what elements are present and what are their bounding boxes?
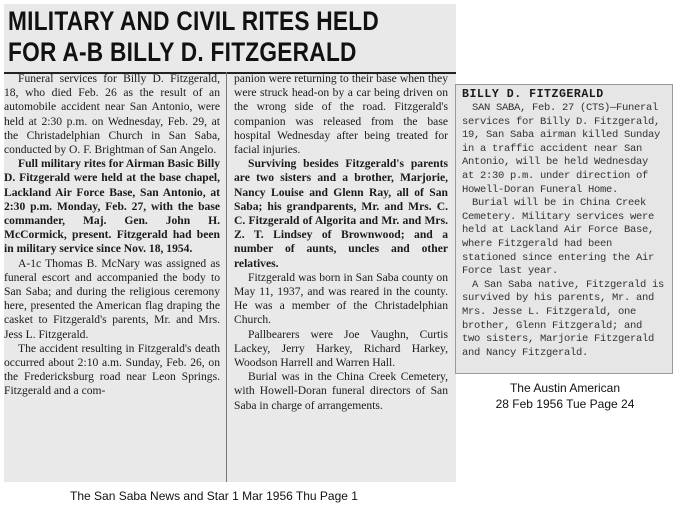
article-column-left (4, 72, 220, 399)
clipping-body (462, 102, 666, 360)
clipping-paragraph: SAN SABA, Feb. 27 (CTS)—Funeral services for Billy D. Fitzgerald, 19, San Saba airman killed Sunday in a traffic accident near San Antonio, will be held Wednesday at 2:30 p.m. under direction of Howell-Doran Funeral Home. (462, 102, 661, 196)
source-caption-san-saba: The San Saba News and Star 1 Mar 1956 Thu Page 1 (70, 489, 358, 503)
caption-publication: The Austin American (509, 381, 621, 395)
article-paragraph: A-1c Thomas B. McNary was assigned as funeral escort and accompanied the body to San Saba; and during the religious ceremony here, presented the American flag draping the casket to Fitzgerald's parents, Mr. and Mrs. Jess L. Fitzgerald. (4, 256, 220, 341)
article-paragraph: Surviving besides Fitzgerald's parents are two sisters and a brother, Marjorie, Nancy Louise and Glenn Ray, all of San Saba; his grandparents, Mr. and Mrs. C. C. Fitzgerald of Algorita and Mr. and Mrs. Z. T. Lindsey of Brownwood; and a number of aunts, uncles and other relatives. (234, 157, 448, 270)
column-divider (226, 72, 227, 482)
article-paragraph: Full military rites for Airman Basic Billy D. Fitzgerald were held at the base chapel, Lackland Air Force Base, San Antonio, at 2:30 p.m. Monday, Feb. 27, with the base commander, Maj. Gen. John H. McCormick, present. Fitzgerald had been in military service since Nov. 18, 1954. (4, 157, 220, 256)
article-paragraph: The accident resulting in Fitzgerald's death occurred about 2:10 a.m. Sunday, Feb. 26, on the Fredericksburg road near Leon Springs. Fitzgerald and a com- (4, 341, 220, 398)
clipping-paragraph: Burial will be in China Creek Cemetery. Military services were held at Lackland Air Force Base, where Fitzgerald had been stationed since entering the Air Force last year. (462, 197, 655, 278)
clipping-paragraph: A San Saba native, Fitzgerald is survived by his parents, Mr. and Mrs. Jesse L. Fitzgerald, one brother, Glenn Fitzgerald; and two sisters, Marjorie Fitzgerald and Nancy Fitzgerald. (462, 278, 665, 359)
article-paragraph: Pallbearers were Joe Vaughn, Curtis Lackey, Jerry Harkey, Richard Harkey, Woodson Harrell and Warren Hall. (234, 327, 448, 370)
article-column-right (234, 72, 448, 413)
article-paragraph: panion were returning to their base when they were struck head-on by a car being driven on the wrong side of the road. Fitzgerald's companion was released from the base hospital Wednesday after being treated for facial injuries. (234, 72, 448, 157)
article-paragraph: Fitzgerald was born in San Saba county on May 11, 1937, and was reared in the county. He was a member of the Christadelphian Church. (234, 270, 448, 327)
clipping-heading: BILLY D. FITZGERALD (462, 88, 604, 101)
headline (8, 6, 456, 68)
caption-date: 28 Feb 1956 Tue Page 24 (495, 397, 635, 411)
newspaper-clipping-austin-american (455, 84, 673, 374)
article-paragraph: Funeral services for Billy D. Fitzgerald, 18, who died Feb. 26 as the result of an automobile accident near San Antonio, were held at 2:30 p.m. on Wednesday, Feb. 29, at the Christadelphian Church in San Saba, conducted by O. F. Brightman of San Angelo. (4, 72, 220, 157)
headline-line-2: FOR A-B BILLY D. FITZGERALD (8, 37, 357, 67)
headline-line-1: MILITARY AND CIVIL RITES HELD (8, 6, 380, 36)
source-caption-austin-american (459, 380, 671, 412)
article-paragraph: Burial was in the China Creek Cemetery, with Howell-Doran funeral directors of San Saba in charge of arrangements. (234, 370, 448, 412)
